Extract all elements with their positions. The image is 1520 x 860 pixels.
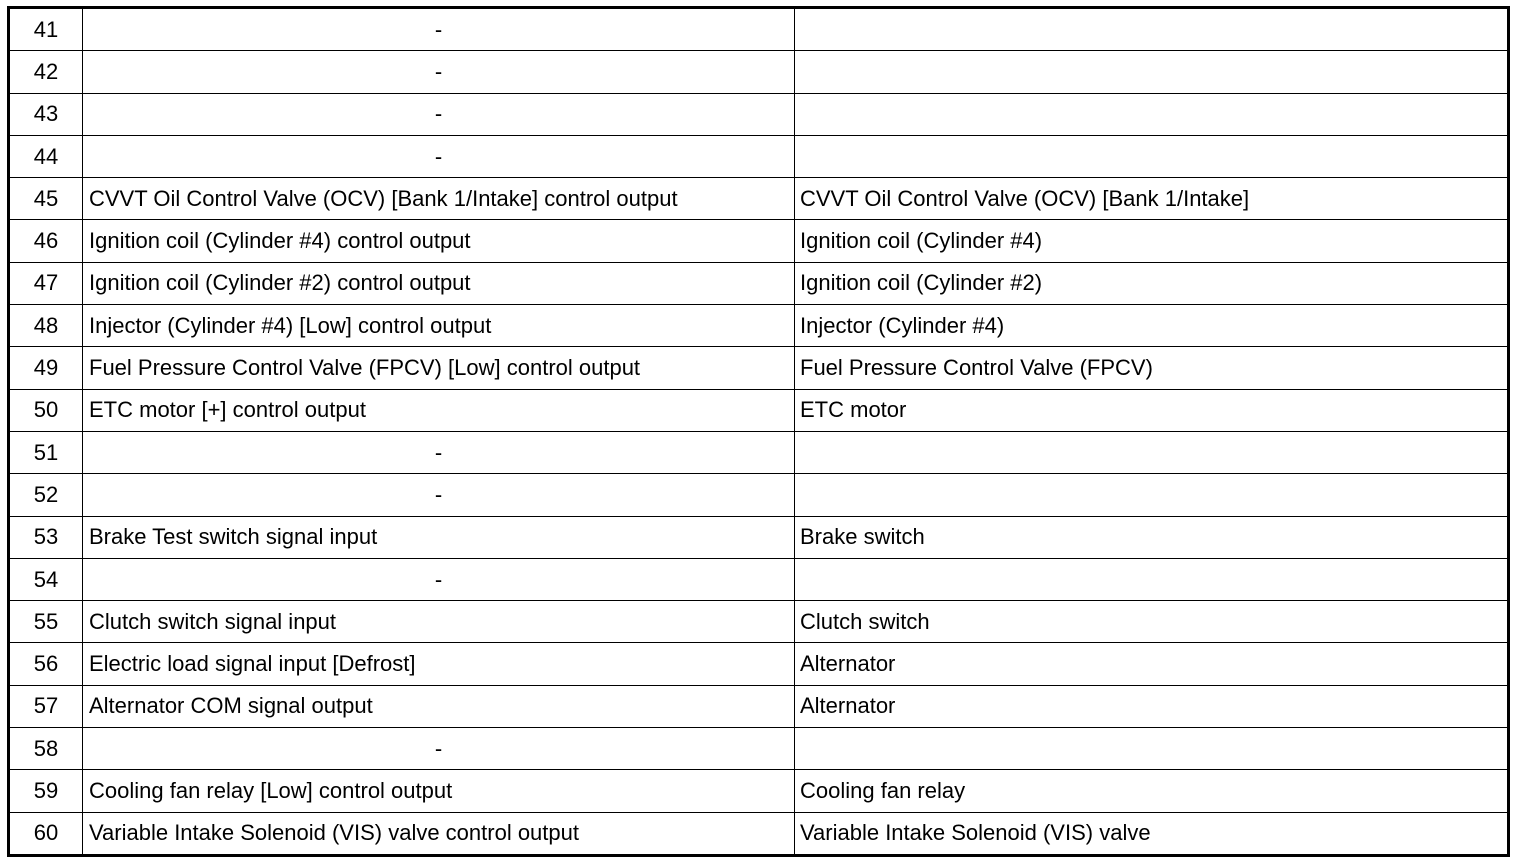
- pin-number: 60: [9, 812, 83, 855]
- pin-number: 58: [9, 728, 83, 770]
- table-row: [9, 601, 1509, 643]
- pin-number: 44: [9, 135, 83, 177]
- pin-description: Ignition coil (Cylinder #2) control output: [83, 262, 795, 304]
- connected-to: ETC motor: [795, 389, 1509, 431]
- connected-to: Fuel Pressure Control Valve (FPCV): [795, 347, 1509, 389]
- pin-description: -: [83, 728, 795, 770]
- table-row: [9, 389, 1509, 431]
- pin-number: 41: [9, 8, 83, 51]
- table-row: [9, 474, 1509, 516]
- pin-description: Variable Intake Solenoid (VIS) valve control output: [83, 812, 795, 855]
- connected-to: Cooling fan relay: [795, 770, 1509, 812]
- connected-to: [795, 135, 1509, 177]
- pin-number: 42: [9, 51, 83, 93]
- pin-number: 47: [9, 262, 83, 304]
- table-row: [9, 135, 1509, 177]
- pin-number: 50: [9, 389, 83, 431]
- pin-number: 59: [9, 770, 83, 812]
- table-row: [9, 431, 1509, 473]
- connected-to: [795, 728, 1509, 770]
- table-row: [9, 347, 1509, 389]
- connected-to: [795, 51, 1509, 93]
- pin-number: 43: [9, 93, 83, 135]
- connected-to: Ignition coil (Cylinder #4): [795, 220, 1509, 262]
- connected-to: Alternator: [795, 685, 1509, 727]
- table-row: [9, 728, 1509, 770]
- pin-description: Alternator COM signal output: [83, 685, 795, 727]
- pin-description: -: [83, 93, 795, 135]
- pin-description: Fuel Pressure Control Valve (FPCV) [Low] control output: [83, 347, 795, 389]
- table-body: [9, 8, 1509, 856]
- pin-description: -: [83, 51, 795, 93]
- connected-to: CVVT Oil Control Valve (OCV) [Bank 1/Intake]: [795, 178, 1509, 220]
- connected-to: [795, 474, 1509, 516]
- pin-number: 53: [9, 516, 83, 558]
- connected-to: [795, 93, 1509, 135]
- pin-number: 56: [9, 643, 83, 685]
- pin-number: 51: [9, 431, 83, 473]
- pin-description: Ignition coil (Cylinder #4) control output: [83, 220, 795, 262]
- connected-to: Brake switch: [795, 516, 1509, 558]
- pin-description: -: [83, 8, 795, 51]
- table-row: [9, 93, 1509, 135]
- table-row: [9, 770, 1509, 812]
- pin-number: 49: [9, 347, 83, 389]
- table-row: [9, 516, 1509, 558]
- pin-number: 45: [9, 178, 83, 220]
- table-row: [9, 305, 1509, 347]
- pin-number: 57: [9, 685, 83, 727]
- connected-to: [795, 8, 1509, 51]
- connected-to: [795, 431, 1509, 473]
- pin-description: Clutch switch signal input: [83, 601, 795, 643]
- pin-number: 55: [9, 601, 83, 643]
- pin-number: 48: [9, 305, 83, 347]
- table-row: [9, 8, 1509, 51]
- table-row: [9, 685, 1509, 727]
- pin-description: Injector (Cylinder #4) [Low] control output: [83, 305, 795, 347]
- pin-description: CVVT Oil Control Valve (OCV) [Bank 1/Intake] control output: [83, 178, 795, 220]
- table-row: [9, 643, 1509, 685]
- pin-description: Electric load signal input [Defrost]: [83, 643, 795, 685]
- connected-to: Ignition coil (Cylinder #2): [795, 262, 1509, 304]
- pin-number: 46: [9, 220, 83, 262]
- pin-number: 52: [9, 474, 83, 516]
- pin-description: -: [83, 135, 795, 177]
- table-row: [9, 558, 1509, 600]
- connected-to: Injector (Cylinder #4): [795, 305, 1509, 347]
- table-row: [9, 51, 1509, 93]
- connected-to: [795, 558, 1509, 600]
- connected-to: Alternator: [795, 643, 1509, 685]
- pin-function-table: [7, 6, 1510, 857]
- pin-description: -: [83, 558, 795, 600]
- pin-description: Brake Test switch signal input: [83, 516, 795, 558]
- pin-description: -: [83, 474, 795, 516]
- pin-description: ETC motor [+] control output: [83, 389, 795, 431]
- table-row: [9, 220, 1509, 262]
- table-row: [9, 812, 1509, 855]
- connected-to: Variable Intake Solenoid (VIS) valve: [795, 812, 1509, 855]
- table-row: [9, 178, 1509, 220]
- table-row: [9, 262, 1509, 304]
- pin-description: Cooling fan relay [Low] control output: [83, 770, 795, 812]
- pin-description: -: [83, 431, 795, 473]
- connected-to: Clutch switch: [795, 601, 1509, 643]
- pin-number: 54: [9, 558, 83, 600]
